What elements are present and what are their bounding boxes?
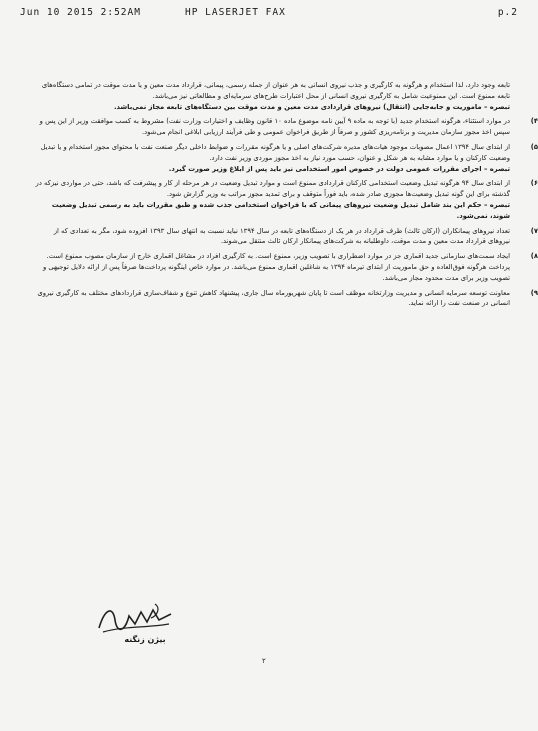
- list-item-9: [30, 288, 538, 310]
- item-note: تبصره – حکم این بند شامل تبدیل وضعیت نیروهای پیمانی که با فراخوان استخدامی جذب شده و طبق مقررات باید به رسمی تبدیل وضعیت شوند، نمی‌شود.: [51, 200, 510, 220]
- item-text: از ابتدای سال ۱۳۹۴ اعمال مصوبات موجود هیات‌های مدیره شرکت‌های اصلی و یا هرگونه مقررات و ضوابط داخلی دیگر صنعت نفت با محتوای مجوز استخدام و یا تبدیل وضعیت کارکنان و یا موارد مشابه به هر شکل و عنوان، حسب مورد نیاز به اخذ مجوز موردی وزیر نفت دارد.: [40, 142, 510, 162]
- fax-header: [20, 7, 528, 23]
- item-number: ۹): [530, 288, 538, 297]
- signer-name: بیژن زنگنه: [124, 635, 166, 644]
- handwritten-signature: [95, 598, 175, 638]
- list-item-8: [30, 251, 538, 283]
- fax-device: HP LASERJET FAX: [185, 7, 286, 18]
- letter-body: [30, 80, 538, 680]
- page-number: ۲: [262, 657, 266, 665]
- list-item-4: [30, 116, 538, 138]
- list-item-5: [30, 142, 538, 174]
- item-text: معاونت توسعه سرمایه انسانی و مدیریت وزارتخانه موظف است تا پایان شهریورماه سال جاری، پیشنهاد کاهش تنوع و شفاف‌سازی قراردادهای مختلف به کارگیری نیروی انسانی در صنعت نفت را ارائه نماید.: [37, 288, 510, 308]
- item-number: ۸): [530, 252, 538, 261]
- item-text: از ابتدای سال ۹۴ هرگونه تبدیل وضعیت استخدامی کارکنان قراردادی ممنوع است و موارد تبدیل وضعیت در هر مرحله از کار و پیشرفت که باشد، حتی در مواردی نیزکه در گذشته برای این گونه تبدیل وضعیت‌ها مجوزی صادر شده، باید فوراً متوقف و برای تمدید مجوز مراتب به وزیر گزارش شود.: [35, 179, 510, 199]
- item-number: ۵): [530, 142, 538, 151]
- intro-text: تابعه وجود دارد، لذا استخدام و هرگونه به کارگیری و جذب نیروی انسانی به هر عنوان از جمله رسمی، پیمانی، قرارداد مدت معین و یا مدت موقت در تمامی دستگاه‌های تابعه ممنوع است. این ممنوعیت شامل به کارگیری نیروی انسانی از محل اعتبارات طرح‌های سرمایه‌ای و مطالعاتی نیز می‌باشد.: [41, 81, 510, 100]
- item-text: تعداد نیروهای پیمانکاران (ارکان ثالث) طرف قرارداد در هر یک از دستگاه‌های تابعه در سال ۱۳۹۴ نباید نسبت به انتهای سال ۱۳۹۳ افزوده شود، مگر به تعدادی که از نیروهای قرارداد مدت معین و مدت موقت، داوطلبانه به شرکت‌های پیمانکار ارکان ثالث منتقل می‌شوند.: [53, 226, 510, 246]
- intro-paragraph: [30, 80, 510, 112]
- list-item-7: [30, 226, 538, 248]
- fax-timestamp: Jun 10 2015 2:52AM: [20, 7, 141, 18]
- item-number: ۴): [530, 117, 538, 126]
- fax-page-label: p.2: [497, 7, 518, 18]
- list-item-6: [30, 178, 538, 221]
- item-text: در موارد استثناء، هرگونه استخدام جدید (با توجه به ماده ۹ آیین نامه موضوع ماده ۱۰ قانون وظایف و اختیارات وزارت نفت) مشروط به کسب موافقت وزیر از این پس و سپس اخذ مجوز سازمان مدیریت و برنامه‌ریزی کشور و صرفاً از طریق فراخوان عمومی و طی فرآیند ارزیابی ابلاغی انجام می‌شود.: [39, 117, 510, 137]
- item-note: تبصره – اجرای مقررات عمومی دولت در خصوص امور استخدامی نیز باید پس از ابلاغ وزیر صورت گیرد.: [168, 164, 510, 173]
- item-number: ۷): [530, 226, 538, 235]
- intro-note: تبصره – ماموریت و جابه‌جایی (انتقال) نیروهای قراردادی مدت معین و مدت موقت بین دستگاه‌های تابعه مجاز نمی‌باشد.: [113, 102, 510, 111]
- item-number: ۶): [530, 179, 538, 188]
- item-text: ایجاد سمت‌های سازمانی جدید اقماری جز در موارد اضطراری با تصویب وزیر، ممنوع است. به کارگیری افراد در مشاغل اقماری خارج از سازمان مصوب ممنوع است. پرداخت هرگونه فوق‌العاده و حق ماموریت از ابتدای تیرماه ۱۳۹۴ به شاغلین اقماری ممنوع می‌باشد. در موارد خاص اینگونه پرداخت‌ها صرفاً پس از ارائه دلایل توجیهی و تصویب وزیر برای مدت محدود مجاز می‌باشد.: [42, 252, 510, 282]
